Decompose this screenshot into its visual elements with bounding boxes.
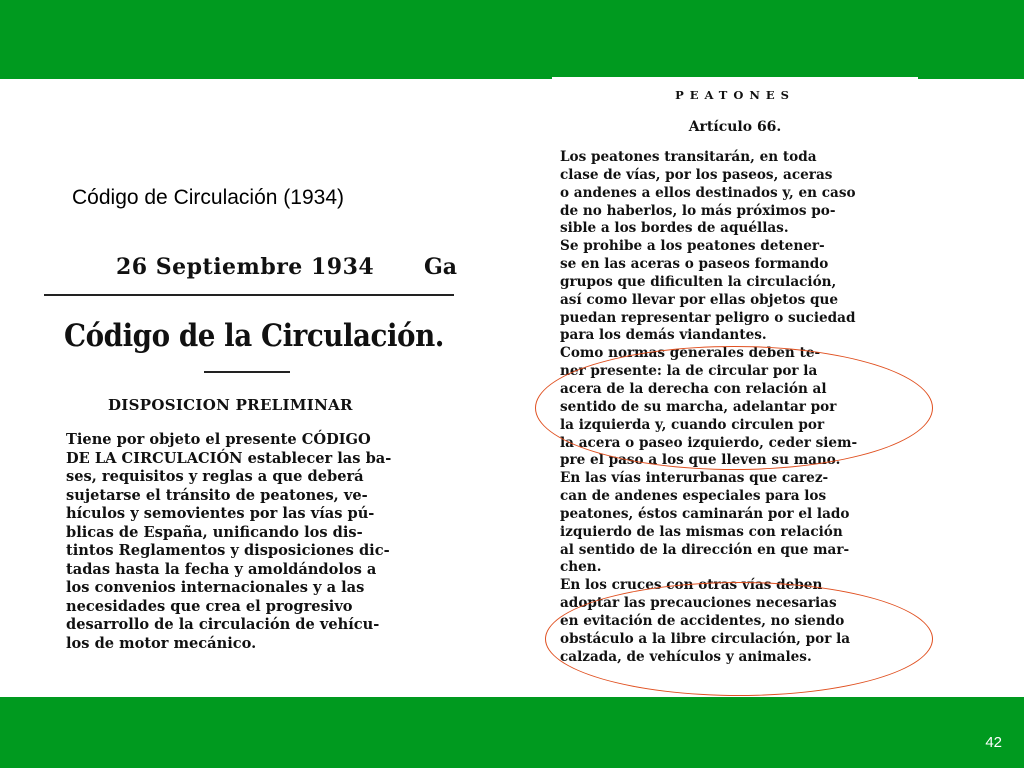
newspaper-clipping-right (552, 77, 918, 697)
article-line: así como llevar por ellas objetos que (560, 291, 839, 308)
body-line: desarrollo de la circulación de vehícu- (66, 616, 380, 633)
newspaper-clipping-left (44, 238, 456, 658)
article-line: En las vías interurbanas que carez- (560, 470, 829, 487)
article-line: chen. (560, 559, 602, 576)
body-line: sujetarse el tránsito de peatones, ve- (66, 486, 368, 504)
slide-caption: Código de Circulación (1934) (72, 186, 344, 209)
article-line: al sentido de la dirección en que mar- (560, 541, 850, 558)
top-banner (0, 0, 1024, 79)
article-line: puedan representar peligro o suciedad (560, 309, 856, 326)
clipping-subheading: DISPOSICION PRELIMINAR (108, 396, 353, 414)
article-line: izquierdo de las mismas con relación (560, 523, 843, 540)
body-line: ses, requisitos y reglas a que deberá (66, 468, 364, 485)
body-line: los convenios internacionales y a las (66, 579, 365, 596)
article-line: la acera o paseo izquierdo, ceder siem- (560, 434, 858, 451)
body-line: los de motor mecánico. (66, 634, 257, 652)
article-line: Se prohibe a los peatones detener- (560, 238, 825, 255)
article-line: pre el paso a los que lleven su mano. (560, 452, 841, 469)
article-line: en evitación de accidentes, no siendo (560, 612, 845, 629)
article-line: peatones, éstos caminarán por el lado (560, 505, 850, 522)
body-line: Tiene por objeto el presente CÓDIGO (66, 431, 371, 448)
article-line: adoptar las precauciones necesarias (560, 595, 837, 612)
divider-rule (44, 294, 454, 296)
article-line: acera de la derecha con relación al (560, 380, 827, 397)
body-line: tadas hasta la fecha y amoldándolos a (66, 560, 377, 578)
article-line: clase de vías, por los paseos, aceras (560, 166, 833, 183)
article-line: o andenes a ellos destinados y, en caso (560, 184, 856, 201)
article-line: can de andenes especiales para los (560, 488, 827, 505)
article-line: sentido de su marcha, adelantar por (560, 398, 837, 415)
body-line: DE LA CIRCULACIÓN establecer las ba- (66, 449, 392, 467)
body-line: necesidades que crea el progresivo (66, 597, 353, 615)
article-line: Como normas generales deben te- (560, 345, 821, 362)
article-line: sible a los bordes de aquéllas. (560, 220, 789, 237)
divider-short-rule (204, 371, 290, 373)
article-title: Artículo 66. (688, 119, 782, 135)
clipping-body (66, 431, 440, 653)
article-line: se en las aceras o paseos formando (560, 256, 829, 273)
article-line: obstáculo a la libre circulación, por la (560, 630, 851, 647)
body-line: blicas de España, unificando los dis- (66, 523, 363, 541)
article-line: calzada, de vehículos y animales. (560, 648, 812, 665)
article-line: la izquierda y, cuando circulen por (560, 416, 825, 433)
clipping-date: 26 Septiembre 1934 (116, 254, 375, 280)
article-body (560, 149, 912, 666)
clipping-headline: Código de la Circulación. (64, 318, 445, 354)
body-line: hículos y semovientes por las vías pú- (66, 505, 375, 522)
article-line: grupos que dificulten la circulación, (560, 273, 837, 290)
article-line: ner presente: la de circular por la (560, 363, 818, 380)
article-line: Los peatones transitarán, en toda (560, 149, 817, 165)
article-line: En los cruces con otras vías deben (560, 577, 823, 594)
bottom-banner (0, 697, 1024, 768)
article-line: de no haberlos, lo más próximos po- (560, 202, 836, 219)
article-line: para los demás viandantes. (560, 327, 767, 344)
body-line: tintos Reglamentos y disposiciones dic- (66, 542, 390, 559)
section-title: PEATONES (675, 88, 795, 102)
clipping-date-fragment: Ga (424, 254, 458, 280)
page-number: 42 (985, 734, 1002, 751)
